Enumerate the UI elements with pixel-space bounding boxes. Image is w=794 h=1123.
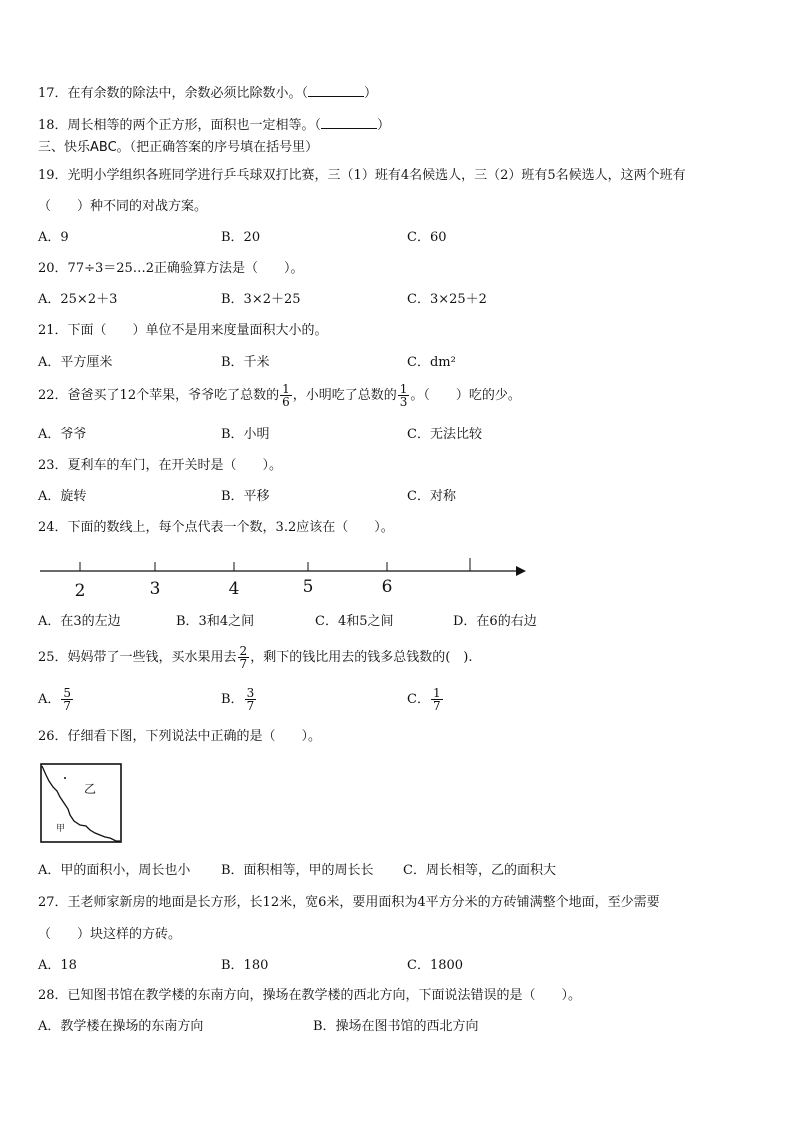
option-a[interactable]: A．爷爷 <box>38 427 87 442</box>
question-27-line2: （ ）块这样的方砖。 <box>38 927 182 942</box>
tick-label: 5 <box>302 577 314 597</box>
number-line <box>36 550 530 602</box>
arrow-icon <box>516 566 526 576</box>
answer-blank[interactable] <box>308 84 364 97</box>
option-b[interactable]: B．小明 <box>221 427 270 442</box>
option-b[interactable]: B．千米 <box>221 355 270 370</box>
region-b-label: 乙 <box>84 782 97 796</box>
fraction: $\frac{2}{7}$ <box>239 644 248 671</box>
option-b[interactable]: B．3×2＋25 <box>221 292 301 307</box>
option-a[interactable]: A．旋转 <box>38 489 87 504</box>
tick-label: 2 <box>74 581 86 601</box>
question-28: 28．已知图书馆在教学楼的东南方向，操场在教学楼的西北方向，下面说法错误的是（ ）。 <box>38 988 582 1003</box>
fraction: $\frac{1}{6}$ <box>282 382 290 409</box>
option-b[interactable]: B．20 <box>221 230 261 245</box>
section-heading: 三、快乐ABC。（把正确答案的序号填在括号里） <box>38 140 319 155</box>
option-c[interactable]: C．1800 <box>407 958 464 973</box>
option-b[interactable]: B．操场在图书馆的西北方向 <box>313 1019 479 1034</box>
option-b[interactable]: B．3和4之间 <box>176 614 255 629</box>
option-c[interactable]: C．dm² <box>407 355 456 370</box>
region-a-label: 甲 <box>56 824 66 834</box>
answer-blank[interactable] <box>321 116 377 129</box>
option-b[interactable]: B．180 <box>221 958 269 973</box>
option-c[interactable]: C．周长相等，乙的面积大 <box>403 863 556 878</box>
question-27-line1: 27．王老师家新房的地面是长方形，长12米，宽6米，要用面积为4平方分米的方砖铺满整个地面，至少需要 <box>38 895 660 910</box>
question-19-line2: （ ）种不同的对战方案。 <box>38 199 208 214</box>
option-a[interactable]: A．25×2＋3 <box>38 292 118 307</box>
question-18-text: 18．周长相等的两个正方形，面积也一定相等。（ <box>38 118 322 133</box>
region-figure <box>40 763 122 843</box>
option-a[interactable]: A．平方厘米 <box>38 355 113 370</box>
option-c[interactable]: C． $\frac{1}{7}$ <box>407 686 441 713</box>
question-26: 26．仔细看下图，下列说法中正确的是（ ）。 <box>38 729 322 744</box>
question-25: 25．妈妈带了一些钱，买水果用去 $\frac{2}{7}$ ，剩下的钱比用去的钱多总钱数的( ). <box>38 644 473 671</box>
question-18: 18．周长相等的两个正方形，面积也一定相等。（ ） <box>38 118 391 133</box>
question-21: 21．下面（ ）单位不是用来度量面积大小的。 <box>38 323 328 338</box>
option-c[interactable]: C．3×25＋2 <box>407 292 487 307</box>
question-24: 24．下面的数线上，每个点代表一个数，3.2应该在（ ）。 <box>38 520 394 535</box>
tick-label: 3 <box>149 579 161 599</box>
question-19-line1: 19．光明小学组织各班同学进行乒乓球双打比赛，三（1）班有4名候选人，三（2）班有5名候选人，这两个班有 <box>38 168 686 183</box>
option-b[interactable]: B．面积相等，甲的周长长 <box>221 863 374 878</box>
question-23: 23．夏利车的车门，在开关时是（ ）。 <box>38 458 283 473</box>
option-a[interactable]: A．18 <box>38 958 77 973</box>
question-22: 22．爸爸买了12个苹果，爷爷吃了总数的 $\frac{1}{6}$ ，小明吃了总数的 $\frac{1}{3}$ 。（ ）吃的少。 <box>38 382 521 409</box>
question-17: 17．在有余数的除法中，余数必须比除数小。（ ） <box>38 86 378 101</box>
tick-label: 6 <box>381 577 393 597</box>
question-20: 20．77÷3＝25…2正确验算方法是（ ）。 <box>38 261 304 276</box>
option-b[interactable]: B． $\frac{3}{7}$ <box>221 686 255 713</box>
option-a[interactable]: A．教学楼在操场的东南方向 <box>38 1019 204 1034</box>
option-a[interactable]: A．甲的面积小，周长也小 <box>38 863 191 878</box>
question-17-text: 17．在有余数的除法中，余数必须比除数小。（ <box>38 86 309 101</box>
option-a[interactable]: A．在3的左边 <box>38 614 121 629</box>
option-d[interactable]: D．在6的右边 <box>453 614 537 629</box>
option-c[interactable]: C．4和5之间 <box>315 614 394 629</box>
option-c[interactable]: C．无法比较 <box>407 427 482 442</box>
option-b[interactable]: B．平移 <box>221 489 270 504</box>
option-c[interactable]: C．60 <box>407 230 447 245</box>
tick-label: 4 <box>228 579 240 599</box>
fraction: $\frac{1}{3}$ <box>399 382 408 409</box>
option-c[interactable]: C．对称 <box>407 489 456 504</box>
option-a[interactable]: A．9 <box>38 230 69 245</box>
option-a[interactable]: A． $\frac{5}{7}$ <box>38 686 72 713</box>
